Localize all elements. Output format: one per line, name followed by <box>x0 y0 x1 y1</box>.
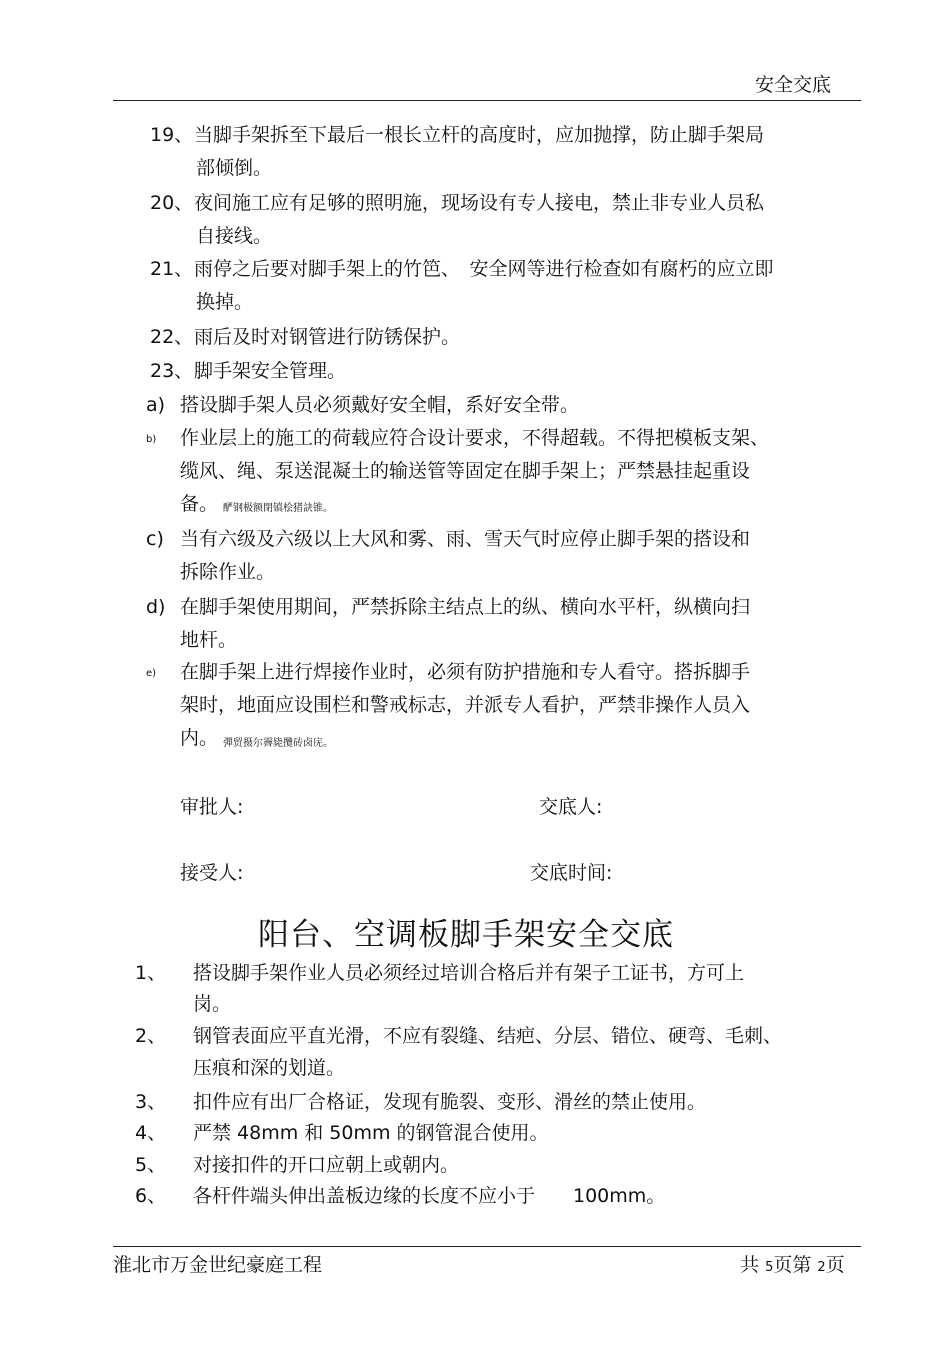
footer-rule <box>113 1246 861 1247</box>
s2-item-3-line: 扣件应有出厂合格证，发现有脆裂、变形、滑丝的禁止使用。 <box>193 1091 707 1113</box>
item-20-text: 夜间施工应有足够的照明施，现场设有专人接电，禁止非专业人员私 <box>194 192 765 214</box>
sub-item-c-line: 拆除作业。 <box>180 561 276 583</box>
s2-item-1-line: 岗。 <box>193 993 232 1015</box>
sub-item-c-label: c) <box>146 528 164 550</box>
s2-item-2-number: 2、 <box>135 1025 167 1047</box>
approver-label: 审批人: <box>180 796 244 818</box>
s2-item-1-line: 搭设脚手架作业人员必须经过培训合格后并有架子工证书，方可上 <box>193 962 745 984</box>
s2-item-6-line: 各杆件端头伸出盖板边缘的长度不应小于 100mm。 <box>193 1185 666 1207</box>
item-21-continuation: 换掉。 <box>196 291 254 313</box>
item-21-number: 21、 <box>150 258 194 280</box>
sub-item-b-note: 酽钢极额閉镇桧猪訣锥。 <box>223 503 333 514</box>
sub-item-a-line: 搭设脚手架人员必须戴好安全帽，系好安全带。 <box>180 394 580 416</box>
footer-current-page: 2 <box>817 1260 826 1275</box>
item-19-text: 当脚手架拆至下最后一根长立杆的高度时，应加抛撑，防止脚手架局 <box>194 124 765 146</box>
footer-page-prefix: 共 <box>740 1254 760 1276</box>
sub-item-e-line: 在脚手架上进行焊接作业时，必须有防护措施和专人看守。搭拆脚手 <box>180 661 751 683</box>
item-22-text: 雨后及时对钢管进行防锈保护。 <box>194 326 461 348</box>
sub-item-e-label: e) <box>146 668 157 679</box>
sub-item-d-line: 地杆。 <box>180 629 238 651</box>
sub-item-d-label: d) <box>146 596 166 618</box>
presenter-label: 交底人: <box>539 796 603 818</box>
item-22-number: 22、 <box>150 326 194 348</box>
sub-item-c-line: 当有六级及六级以上大风和雾、雨、雪天气时应停止脚手架的搭设和 <box>180 528 751 550</box>
s2-item-4-number: 4、 <box>135 1122 167 1144</box>
receiver-label: 接受人: <box>180 862 244 884</box>
section-title: 阳台、空调板脚手架安全交底 <box>258 917 674 953</box>
item-19-continuation: 部倾倒。 <box>196 157 273 179</box>
s2-item-5-line: 对接扣件的开口应朝上或朝内。 <box>193 1154 460 1176</box>
sub-item-b-label: b) <box>146 434 157 445</box>
time-label: 交底时间: <box>530 862 613 884</box>
s2-item-4-line: 严禁 48mm 和 50mm 的钢管混合使用。 <box>193 1122 549 1144</box>
footer-page-middle: 页第 <box>773 1254 812 1276</box>
item-20-continuation: 自接线。 <box>196 225 273 247</box>
header-title: 安全交底 <box>755 74 832 96</box>
s2-item-1-number: 1、 <box>135 962 167 984</box>
header-rule <box>113 100 861 101</box>
sub-item-e-line: 架时，地面应设围栏和警戒标志，并派专人看护，严禁非操作人员入 <box>180 694 751 716</box>
sub-item-b-line: 作业层上的施工的荷载应符合设计要求，不得超载。不得把模板支架、 <box>180 427 770 449</box>
sub-item-b-line: 缆风、绳、泵送混凝土的输送管等固定在脚手架上；严禁悬挂起重设 <box>180 460 751 482</box>
item-19-number: 19、 <box>150 124 194 146</box>
sub-item-e-line: 内。 <box>180 727 219 749</box>
item-20-number: 20、 <box>150 192 194 214</box>
s2-item-6-number: 6、 <box>135 1185 167 1207</box>
s2-item-5-number: 5、 <box>135 1154 167 1176</box>
sub-item-a-label: a) <box>146 394 166 416</box>
s2-item-3-number: 3、 <box>135 1091 167 1113</box>
footer-project: 淮北市万金世纪豪庭工程 <box>113 1254 323 1276</box>
footer-page-info <box>740 1254 845 1279</box>
footer-total-pages: 5 <box>765 1260 774 1275</box>
sub-item-e-note: 彈贸摄尔霽毙攬砖卤庑。 <box>223 738 333 749</box>
item-23-text: 脚手架安全管理。 <box>194 360 347 382</box>
sub-item-b-line: 备。 <box>180 493 219 515</box>
s2-item-2-line: 钢管表面应平直光滑，不应有裂缝、结疤、分层、错位、硬弯、毛刺、 <box>193 1025 783 1047</box>
item-23-number: 23、 <box>150 360 194 382</box>
sub-item-d-line: 在脚手架使用期间，严禁拆除主结点上的纵、横向水平杆，纵横向扫 <box>180 596 751 618</box>
footer-page-suffix: 页 <box>825 1254 845 1276</box>
item-21-text: 雨停之后要对脚手架上的竹笆、 安全网等进行检查如有腐朽的应立即 <box>194 258 774 280</box>
s2-item-2-line: 压痕和深的划道。 <box>193 1057 346 1079</box>
